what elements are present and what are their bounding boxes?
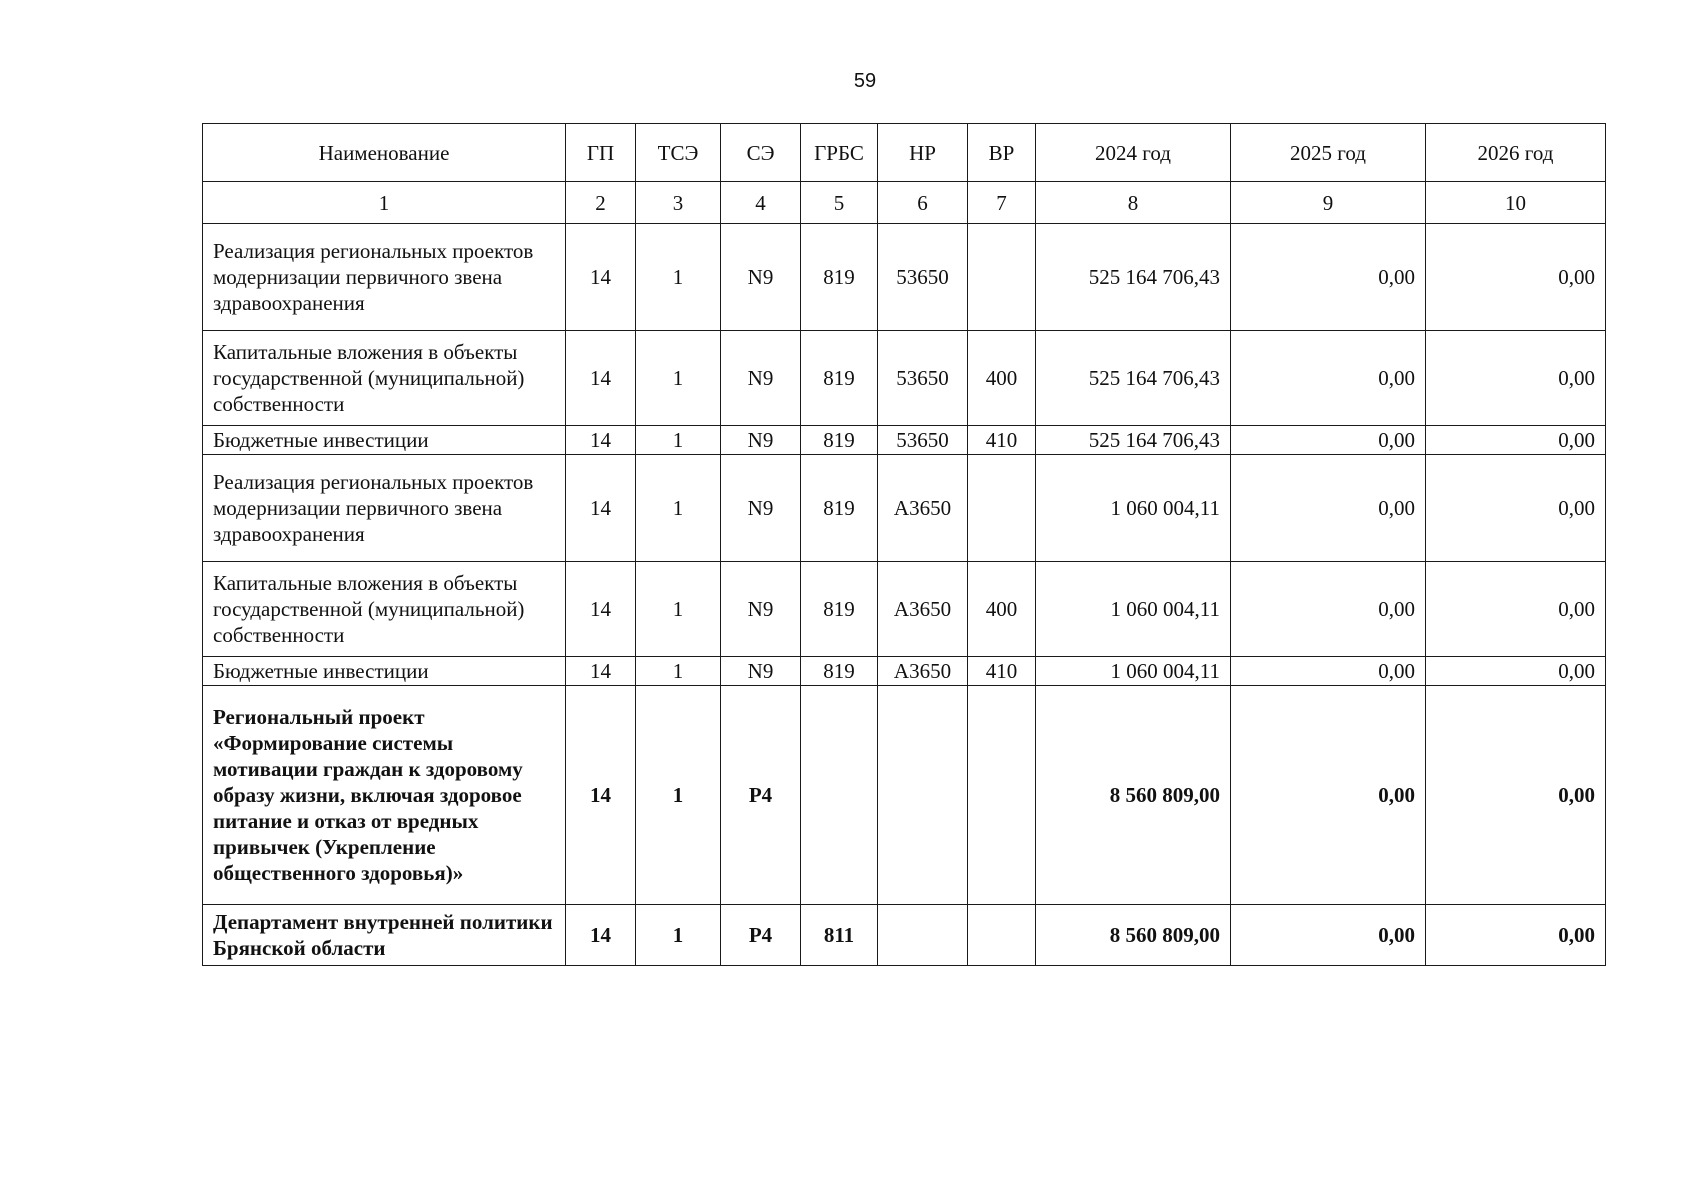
cell-nr: А3650 (878, 657, 968, 686)
cell-2025: 0,00 (1231, 562, 1426, 657)
column-number: 9 (1231, 182, 1426, 224)
cell-tse: 1 (636, 331, 721, 426)
cell-2026: 0,00 (1426, 686, 1606, 905)
cell-se: N9 (721, 224, 801, 331)
cell-2025: 0,00 (1231, 905, 1426, 966)
header-2024: 2024 год (1036, 124, 1231, 182)
header-name: Наименование (203, 124, 566, 182)
cell-2024: 525 164 706,43 (1036, 426, 1231, 455)
cell-grbs: 819 (801, 224, 878, 331)
cell-vr: 400 (968, 331, 1036, 426)
header-nr: НР (878, 124, 968, 182)
row-name: Капитальные вложения в объекты государственной (муниципальной) собственности (203, 331, 566, 426)
row-name: Реализация региональных проектов модернизации первичного звена здравоохранения (203, 224, 566, 331)
table-row (203, 331, 1606, 426)
cell-grbs: 819 (801, 455, 878, 562)
row-name: Департамент внутренней политики Брянской области (203, 905, 566, 966)
cell-nr: А3650 (878, 562, 968, 657)
row-name: Бюджетные инвестиции (203, 426, 566, 455)
column-number: 4 (721, 182, 801, 224)
cell-nr (878, 686, 968, 905)
cell-2026: 0,00 (1426, 455, 1606, 562)
cell-gp: 14 (566, 905, 636, 966)
cell-2024: 8 560 809,00 (1036, 905, 1231, 966)
cell-2024: 8 560 809,00 (1036, 686, 1231, 905)
cell-2025: 0,00 (1231, 657, 1426, 686)
table-row (203, 455, 1606, 562)
cell-grbs: 819 (801, 426, 878, 455)
cell-2026: 0,00 (1426, 657, 1606, 686)
column-number: 8 (1036, 182, 1231, 224)
cell-2025: 0,00 (1231, 331, 1426, 426)
cell-2026: 0,00 (1426, 905, 1606, 966)
cell-2025: 0,00 (1231, 455, 1426, 562)
cell-grbs: 819 (801, 562, 878, 657)
cell-nr: 53650 (878, 331, 968, 426)
column-number: 7 (968, 182, 1036, 224)
cell-2026: 0,00 (1426, 224, 1606, 331)
header-grbs: ГРБС (801, 124, 878, 182)
cell-vr (968, 686, 1036, 905)
cell-2024: 525 164 706,43 (1036, 331, 1231, 426)
header-tse: ТСЭ (636, 124, 721, 182)
cell-se: N9 (721, 657, 801, 686)
cell-gp: 14 (566, 224, 636, 331)
cell-2026: 0,00 (1426, 331, 1606, 426)
cell-2025: 0,00 (1231, 224, 1426, 331)
header-2026: 2026 год (1426, 124, 1606, 182)
cell-se: N9 (721, 455, 801, 562)
header-2025: 2025 год (1231, 124, 1426, 182)
cell-gp: 14 (566, 686, 636, 905)
cell-tse: 1 (636, 562, 721, 657)
cell-gp: 14 (566, 657, 636, 686)
cell-vr (968, 455, 1036, 562)
table-row (203, 686, 1606, 905)
cell-tse: 1 (636, 686, 721, 905)
cell-2024: 1 060 004,11 (1036, 657, 1231, 686)
cell-se: N9 (721, 426, 801, 455)
cell-se: N9 (721, 331, 801, 426)
cell-2025: 0,00 (1231, 686, 1426, 905)
cell-2024: 525 164 706,43 (1036, 224, 1231, 331)
table-row (203, 562, 1606, 657)
table-row (203, 224, 1606, 331)
cell-grbs: 819 (801, 331, 878, 426)
cell-tse: 1 (636, 224, 721, 331)
cell-grbs: 811 (801, 905, 878, 966)
cell-tse: 1 (636, 426, 721, 455)
budget-table (202, 123, 1606, 966)
cell-gp: 14 (566, 455, 636, 562)
cell-nr: 53650 (878, 224, 968, 331)
header-row (203, 124, 1606, 182)
cell-gp: 14 (566, 426, 636, 455)
cell-se: Р4 (721, 905, 801, 966)
row-name: Реализация региональных проектов модернизации первичного звена здравоохранения (203, 455, 566, 562)
cell-vr (968, 905, 1036, 966)
cell-tse: 1 (636, 455, 721, 562)
column-number: 6 (878, 182, 968, 224)
header-gp: ГП (566, 124, 636, 182)
cell-vr: 400 (968, 562, 1036, 657)
cell-grbs (801, 686, 878, 905)
cell-2026: 0,00 (1426, 562, 1606, 657)
cell-tse: 1 (636, 657, 721, 686)
row-name: Капитальные вложения в объекты государственной (муниципальной) собственности (203, 562, 566, 657)
row-name: Региональный проект «Формирование системы мотивации граждан к здоровому образу жизни, включая здоровое питание и отказ от вредных привычек (Укрепление общественного здоровья)» (203, 686, 566, 905)
column-number-row (203, 182, 1606, 224)
table-row (203, 426, 1606, 455)
column-number: 10 (1426, 182, 1606, 224)
cell-grbs: 819 (801, 657, 878, 686)
cell-2024: 1 060 004,11 (1036, 562, 1231, 657)
page-number: 59 (853, 70, 877, 92)
cell-nr: А3650 (878, 455, 968, 562)
header-se: СЭ (721, 124, 801, 182)
cell-gp: 14 (566, 562, 636, 657)
cell-se: Р4 (721, 686, 801, 905)
column-number: 2 (566, 182, 636, 224)
cell-nr (878, 905, 968, 966)
table-row (203, 657, 1606, 686)
table-row (203, 905, 1606, 966)
cell-se: N9 (721, 562, 801, 657)
cell-2025: 0,00 (1231, 426, 1426, 455)
cell-vr (968, 224, 1036, 331)
row-name: Бюджетные инвестиции (203, 657, 566, 686)
header-vr: ВР (968, 124, 1036, 182)
cell-2024: 1 060 004,11 (1036, 455, 1231, 562)
cell-vr: 410 (968, 657, 1036, 686)
column-number: 3 (636, 182, 721, 224)
column-number: 5 (801, 182, 878, 224)
cell-tse: 1 (636, 905, 721, 966)
cell-gp: 14 (566, 331, 636, 426)
cell-vr: 410 (968, 426, 1036, 455)
cell-2026: 0,00 (1426, 426, 1606, 455)
cell-nr: 53650 (878, 426, 968, 455)
column-number: 1 (203, 182, 566, 224)
